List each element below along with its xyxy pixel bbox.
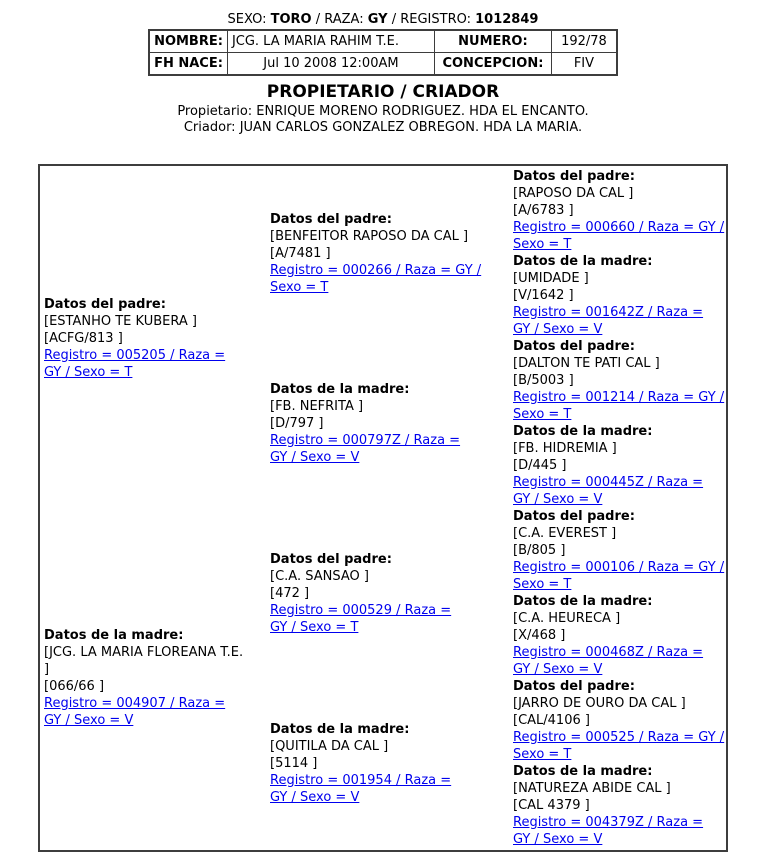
pedigree-block-sire [40, 296, 244, 381]
pedigree-block-dam [266, 721, 470, 806]
registro-label: / REGISTRO: [391, 12, 471, 27]
registro-link[interactable]: Registro = 001642Z / Raza = GY / Sexo = V [513, 305, 704, 337]
pedigree-block-dam [266, 381, 470, 466]
concepcion-label: CONCEPCION: [434, 53, 551, 76]
animal-name: [FB. NEFRITA ] [270, 398, 364, 414]
animal-name: [JCG. LA MARIA FLOREANA T.E. ] [44, 645, 244, 677]
animal-code: [5114 ] [270, 755, 318, 771]
block-label: Datos del padre: [44, 296, 166, 312]
block-label: Datos de la madre: [44, 628, 184, 643]
criador-line: Criador: JUAN CARLOS GONZALEZ OBREGON. HDA LA MARIA. [183, 120, 583, 135]
registro-link[interactable]: Registro = 000468Z / Raza = GY / Sexo = V [513, 645, 704, 677]
identity-table [148, 29, 618, 76]
animal-code: [B/805 ] [513, 543, 566, 558]
numero-value: 192/78 [551, 30, 617, 53]
block-label: Datos del padre: [513, 509, 635, 524]
registro-link[interactable]: Registro = 001954 / Raza = GY / Sexo = V [270, 772, 452, 805]
animal-code: [D/445 ] [513, 458, 567, 473]
nombre-value: JCG. LA MARIA RAHIM T.E. [227, 30, 434, 53]
animal-code: [066/66 ] [44, 679, 105, 694]
pedigree-block-sire [509, 168, 726, 253]
registro-link[interactable]: Registro = 000266 / Raza = GY / Sexo = T [270, 262, 482, 295]
animal-code: [X/468 ] [513, 628, 566, 643]
animal-name: [NATUREZA ABIDE CAL ] [513, 781, 671, 796]
animal-name: [FB. HIDREMIA ] [513, 441, 617, 456]
block-label: Datos de la madre: [513, 764, 653, 779]
record-header [0, 0, 766, 136]
registro-link[interactable]: Registro = 000445Z / Raza = GY / Sexo = V [513, 475, 704, 507]
animal-name: [QUITILA DA CAL ] [270, 738, 389, 754]
propietario-line: Propietario: ENRIQUE MORENO RODRIGUEZ. HDA EL ENCANTO. [177, 104, 589, 119]
animal-code: [B/5003 ] [513, 373, 574, 388]
table-row [149, 30, 617, 53]
numero-label: NUMERO: [434, 30, 551, 53]
block-label: Datos de la madre: [270, 721, 410, 737]
pedigree-block-dam [509, 593, 713, 678]
block-label: Datos del padre: [513, 169, 635, 184]
pedigree-block-dam [509, 763, 713, 848]
animal-code: [CAL 4379 ] [513, 798, 590, 813]
pedigree-block-dam [509, 253, 713, 338]
animal-name: [BENFEITOR RAPOSO DA CAL ] [270, 228, 469, 244]
registro-link[interactable]: Registro = 004907 / Raza = GY / Sexo = V [44, 696, 226, 728]
raza-value: GY [367, 12, 388, 27]
animal-name: [C.A. EVEREST ] [513, 526, 617, 541]
registro-link[interactable]: Registro = 004379Z / Raza = GY / Sexo = V [513, 815, 704, 847]
animal-name: [DALTON TE PATI CAL ] [513, 356, 660, 371]
animal-code: [ACFG/813 ] [44, 330, 123, 346]
raza-label: / RAZA: [315, 12, 364, 27]
sexo-value: TORO [270, 12, 312, 27]
pedigree-block-sire [266, 551, 470, 636]
owner-section-title: PROPIETARIO / CRIADOR [266, 82, 500, 102]
pedigree-block-sire [509, 338, 726, 423]
registro-link[interactable]: Registro = 000529 / Raza = GY / Sexo = T [270, 602, 452, 635]
block-label: Datos del padre: [270, 211, 392, 227]
animal-name: [UMIDADE ] [513, 271, 589, 286]
pedigree-block-sire [509, 678, 726, 763]
animal-name: [C.A. HEURECA ] [513, 611, 621, 626]
registro-link[interactable]: Registro = 000525 / Raza = GY / Sexo = T [513, 730, 725, 762]
block-label: Datos del padre: [513, 339, 635, 354]
nombre-label: NOMBRE: [149, 30, 227, 53]
registro-link[interactable]: Registro = 005205 / Raza = GY / Sexo = T [44, 347, 226, 380]
block-label: Datos de la madre: [270, 381, 410, 397]
registro-link[interactable]: Registro = 000660 / Raza = GY / Sexo = T [513, 220, 725, 252]
animal-code: [V/1642 ] [513, 288, 574, 303]
registro-link[interactable]: Registro = 000106 / Raza = GY / Sexo = T [513, 560, 725, 592]
fh-nace-label: FH NACE: [149, 53, 227, 76]
pedigree-block-dam [40, 627, 244, 729]
block-label: Datos de la madre: [513, 594, 653, 609]
animal-code: [CAL/4106 ] [513, 713, 590, 728]
pedigree-block-sire [266, 211, 486, 296]
block-label: Datos de la madre: [513, 254, 653, 269]
registro-link[interactable]: Registro = 000797Z / Raza = GY / Sexo = V [270, 432, 461, 465]
registro-value: 1012849 [475, 12, 539, 27]
animal-code: [A/7481 ] [270, 245, 331, 261]
sexo-raza-registro-line [0, 12, 766, 27]
block-label: Datos del padre: [270, 551, 392, 567]
animal-code: [A/6783 ] [513, 203, 574, 218]
pedigree-block-dam [509, 423, 713, 508]
registro-link[interactable]: Registro = 001214 / Raza = GY / Sexo = T [513, 390, 725, 422]
animal-code: [D/797 ] [270, 415, 324, 431]
table-row [149, 53, 617, 76]
fh-nace-value: Jul 10 2008 12:00AM [227, 53, 434, 76]
animal-name: [JARRO DE OURO DA CAL ] [513, 696, 686, 711]
concepcion-value: FIV [551, 53, 617, 76]
animal-name: [ESTANHO TE KUBERA ] [44, 313, 197, 329]
animal-name: [RAPOSO DA CAL ] [513, 186, 634, 201]
sexo-label: SEXO: [227, 12, 267, 27]
animal-code: [472 ] [270, 585, 310, 601]
pedigree-table [38, 164, 728, 852]
animal-name: [C.A. SANSAO ] [270, 568, 369, 584]
pedigree-block-sire [509, 508, 726, 593]
block-label: Datos del padre: [513, 679, 635, 694]
block-label: Datos de la madre: [513, 424, 653, 439]
